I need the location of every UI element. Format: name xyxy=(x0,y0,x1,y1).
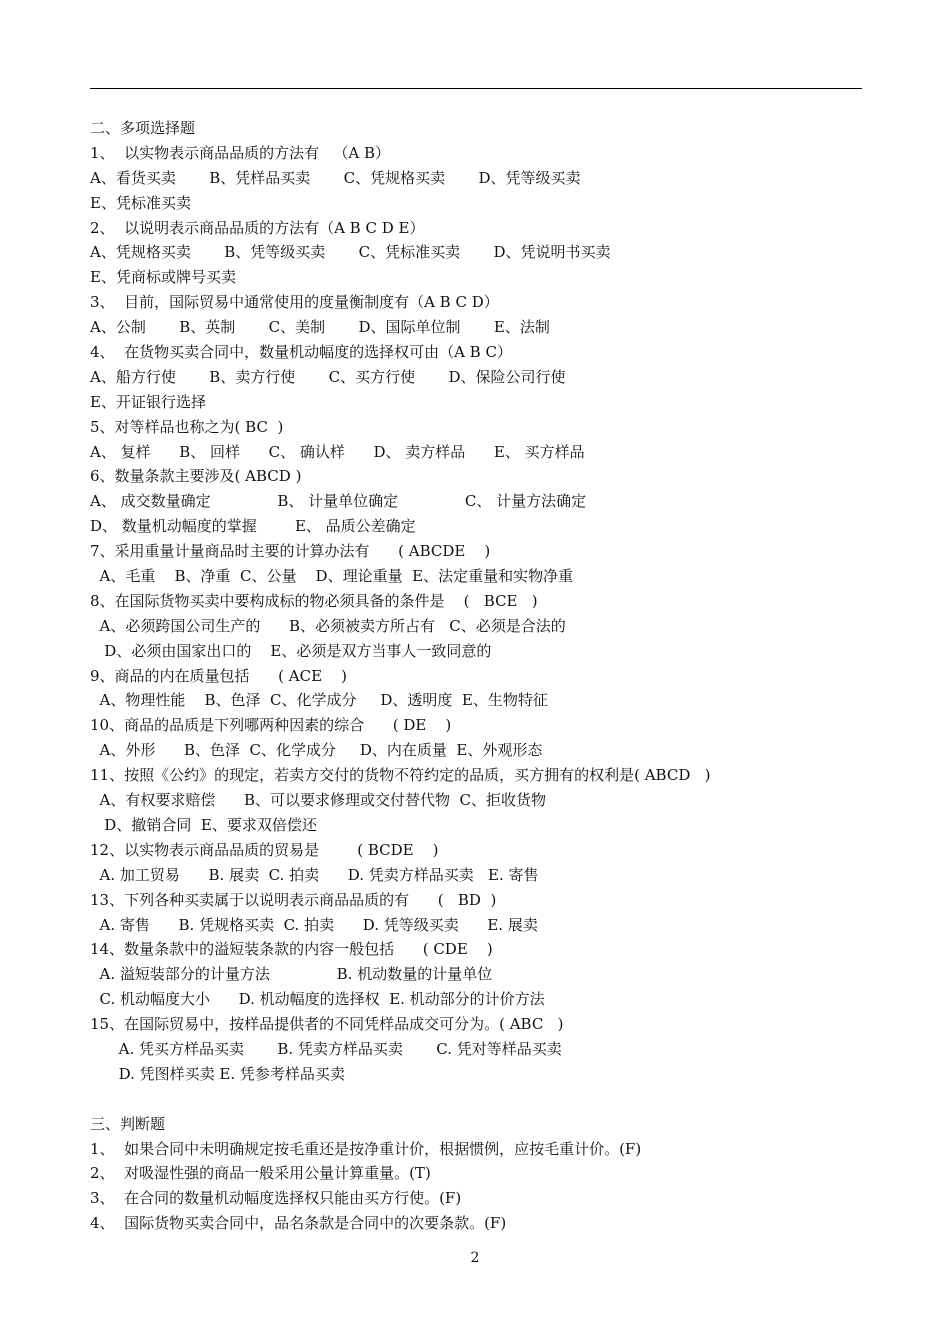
text-line: A、船方行使 B、卖方行使 C、买方行使 D、保险公司行使 xyxy=(90,367,566,386)
text-line: 11、按照《公约》的现定，若卖方交付的货物不符约定的品质，买方拥有的权利是( ABCD ) xyxy=(90,766,711,785)
text-line: 12、以实物表示商品品质的贸易是 ( BCDE ) xyxy=(90,840,439,859)
document-body xyxy=(90,116,880,1236)
text-line: A、公制 B、英制 C、美制 D、国际单位制 E、法制 xyxy=(90,318,550,337)
text-line: 10、商品的品质是下列哪两种因素的综合 ( DE ) xyxy=(90,716,452,735)
text-line: 2、 以说明表示商品品质的方法有（A B C D E） xyxy=(90,218,425,237)
text-line: A、外形 B、色泽 C、化学成分 D、内在质量 E、外观形态 xyxy=(90,741,543,760)
text-line: A、物理性能 B、色泽 C、化学成分 D、透明度 E、生物特征 xyxy=(90,691,548,710)
text-line: 4、 国际货物买卖合同中，品名条款是合同中的次要条款。(F) xyxy=(90,1214,507,1233)
text-line: A. 加工贸易 B. 展卖 C. 拍卖 D. 凭卖方样品买卖 E. 寄售 xyxy=(90,865,539,884)
text-line: 8、在国际货物买卖中要构成标的物必须具备的条件是 ( BCE ) xyxy=(90,591,538,610)
section-title: 三、判断题 xyxy=(90,1114,166,1133)
text-line: 13、下列各种买卖属于以说明表示商品品质的有 ( BD ) xyxy=(90,890,497,909)
text-line: D、 数量机动幅度的掌握 E、 品质公差确定 xyxy=(90,517,416,536)
text-line: A、必须跨国公司生产的 B、必须被卖方所占有 C、必须是合法的 xyxy=(90,616,566,635)
text-line: D、撤销合同 E、要求双倍偿还 xyxy=(90,815,317,834)
text-line: 1、 如果合同中未明确规定按毛重还是按净重计价，根据惯例，应按毛重计价。(F) xyxy=(90,1139,642,1158)
spacer xyxy=(90,1087,880,1112)
text-line: A、毛重 B、净重 C、公量 D、理论重量 E、法定重量和实物净重 xyxy=(90,567,574,586)
text-line: A、 复样 B、 回样 C、 确认样 D、 卖方样品 E、 买方样品 xyxy=(90,442,585,461)
header-rule xyxy=(90,88,862,89)
text-line: A. 寄售 B. 凭规格买卖 C. 拍卖 D. 凭等级买卖 E. 展卖 xyxy=(90,915,538,934)
text-line: A. 溢短装部分的计量方法 B. 机动数量的计量单位 xyxy=(90,965,493,984)
page-number: 2 xyxy=(470,1250,480,1266)
text-line: 1、 以实物表示商品品质的方法有 （A B） xyxy=(90,143,391,162)
text-line: 3、 目前，国际贸易中通常使用的度量衡制度有（A B C D） xyxy=(90,293,499,312)
text-line: E、凭商标或牌号买卖 xyxy=(90,268,236,287)
text-line: 4、 在货物买卖合同中，数量机动幅度的选择权可由（A B C） xyxy=(90,343,512,362)
text-line: D. 凭图样买卖 E. 凭参考样品买卖 xyxy=(90,1064,345,1083)
text-line: 6、数量条款主要涉及( ABCD ) xyxy=(90,467,302,486)
text-line: A、看货买卖 B、凭样品买卖 C、凭规格买卖 D、凭等级买卖 xyxy=(90,168,581,187)
text-line: 7、采用重量计量商品时主要的计算办法有 ( ABCDE ) xyxy=(90,542,491,561)
text-line: D、必须由国家出口的 E、必须是双方当事人一致同意的 xyxy=(90,641,492,660)
text-line: 3、 在合同的数量机动幅度选择权只能由买方行使。(F) xyxy=(90,1189,462,1208)
section-title: 二、多项选择题 xyxy=(90,119,196,137)
text-line: 2、 对吸湿性强的商品一般采用公量计算重量。(T) xyxy=(90,1164,431,1183)
true-false-section xyxy=(90,1137,880,1237)
text-line: 15、在国际贸易中，按样品提供者的不同凭样品成交可分为。( ABC ) xyxy=(90,1015,564,1034)
text-line: C. 机动幅度大小 D. 机动幅度的选择权 E. 机动部分的计价方法 xyxy=(90,990,545,1009)
text-line: A、 成交数量确定 B、 计量单位确定 C、 计量方法确定 xyxy=(90,492,587,511)
text-line: 14、数量条款中的溢短装条款的内容一般包括 ( CDE ) xyxy=(90,940,493,959)
multiple-choice-section xyxy=(90,141,880,1087)
text-line: 9、商品的内在质量包括 ( ACE ) xyxy=(90,666,347,685)
text-line: E、凭标准买卖 xyxy=(90,193,191,212)
text-line: A、凭规格买卖 B、凭等级买卖 C、凭标准买卖 D、凭说明书买卖 xyxy=(90,243,611,262)
text-line: 5、对等样品也称之为( BC ) xyxy=(90,417,284,436)
text-line: E、开证银行选择 xyxy=(90,392,206,411)
text-line: A. 凭买方样品买卖 B. 凭卖方样品买卖 C. 凭对等样品买卖 xyxy=(90,1039,562,1058)
text-line: A、有权要求赔偿 B、可以要求修理或交付替代物 C、拒收货物 xyxy=(90,791,547,810)
